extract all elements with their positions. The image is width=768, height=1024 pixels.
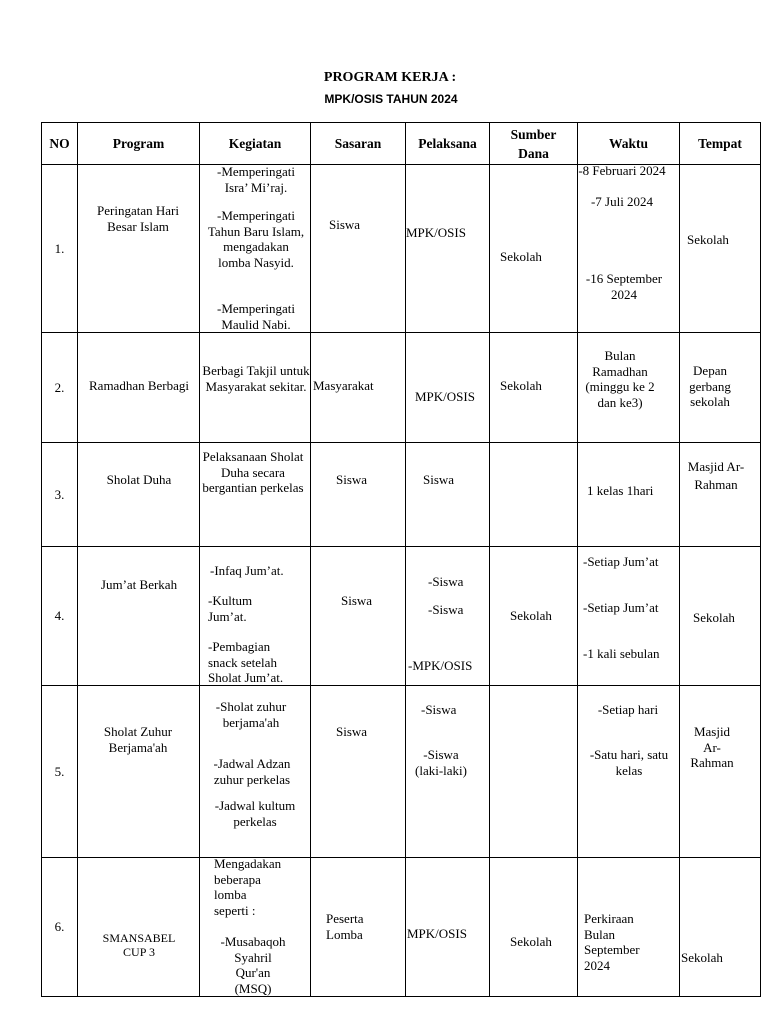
waktu-text: Perkiraan Bulan September 2024 <box>584 911 640 973</box>
row-program <box>78 547 200 686</box>
header-sumber-dana-text: Sumber Dana <box>510 126 557 161</box>
header-tempat: Tempat <box>680 123 761 165</box>
table-row <box>42 165 761 333</box>
kegiatan-item: -Memperingati Maulid Nabi. <box>217 301 295 332</box>
pelaksana-text: MPK/OSIS <box>406 225 466 240</box>
row-pelaksana <box>406 686 490 858</box>
waktu-item: -8 Februari 2024 <box>578 163 666 178</box>
waktu-item: -7 Juli 2024 <box>590 194 654 209</box>
row-tempat <box>680 547 761 686</box>
tempat-text: Sekolah <box>687 232 729 247</box>
sasaran-text: Siswa <box>341 593 373 608</box>
row-pelaksana <box>406 858 490 997</box>
tempat-text: Sekolah <box>693 610 735 625</box>
row-tempat <box>680 443 761 547</box>
row-sumber-dana <box>490 686 578 858</box>
row-kegiatan <box>200 333 311 443</box>
program-text: Sholat Duha <box>106 472 172 487</box>
pelaksana-item: -MPK/OSIS <box>408 658 473 673</box>
waktu-item: -Satu hari, satu kelas <box>589 747 669 778</box>
row-kegiatan <box>200 165 311 333</box>
sumber-dana-text: Sekolah <box>500 249 542 264</box>
row-pelaksana <box>406 165 490 333</box>
row-program <box>78 333 200 443</box>
row-pelaksana <box>406 443 490 547</box>
kegiatan-item: -Jadwal kultum perkelas <box>214 798 296 829</box>
table-row <box>42 443 761 547</box>
row-kegiatan <box>200 547 311 686</box>
kegiatan-item: -Jadwal Adzan zuhur perkelas <box>213 756 291 787</box>
row-waktu <box>578 686 680 858</box>
row-kegiatan <box>200 443 311 547</box>
header-pelaksana: Pelaksana <box>406 123 490 165</box>
program-text: Peringatan Hari Besar Islam <box>97 203 179 234</box>
sasaran-text: Siswa <box>329 217 361 232</box>
program-text: Sholat Zuhur Berjama'ah <box>103 724 173 755</box>
pelaksana-text: MPK/OSIS <box>407 926 467 941</box>
row-sumber-dana <box>490 333 578 443</box>
tempat-text: Sekolah <box>681 950 723 965</box>
waktu-item: -1 kali sebulan <box>583 646 660 661</box>
row-program <box>78 165 200 333</box>
row-program <box>78 443 200 547</box>
tempat-text: Masjid Ar-Rahman <box>690 724 734 770</box>
row-tempat <box>680 165 761 333</box>
sasaran-text: Siswa <box>336 472 368 487</box>
kegiatan-item: -Musabaqoh Syahril Qur'an (MSQ) <box>220 934 286 996</box>
row-pelaksana <box>406 547 490 686</box>
table-row <box>42 547 761 686</box>
row-sasaran <box>311 686 406 858</box>
kegiatan-item: -Kultum Jum’at. <box>208 593 253 624</box>
row-sumber-dana <box>490 547 578 686</box>
row-tempat <box>680 686 761 858</box>
row-no: 6. <box>42 858 78 997</box>
table-row <box>42 333 761 443</box>
tempat-text: Masjid Ar-Rahman <box>687 459 745 492</box>
page-subtitle: MPK/OSIS TAHUN 2024 <box>324 92 458 106</box>
row-kegiatan <box>200 686 311 858</box>
sumber-dana-text: Sekolah <box>500 378 542 393</box>
row-sasaran <box>311 858 406 997</box>
pelaksana-item: -Siswa <box>428 574 464 589</box>
header-program: Program <box>78 123 200 165</box>
kegiatan-item: -Infaq Jum’at. <box>210 563 284 578</box>
waktu-item: -Setiap hari <box>597 702 659 717</box>
header-sasaran: Sasaran <box>311 123 406 165</box>
row-pelaksana <box>406 333 490 443</box>
row-waktu <box>578 858 680 997</box>
header-row <box>42 123 761 165</box>
row-no: 4. <box>42 547 78 686</box>
pelaksana-text: MPK/OSIS <box>415 389 475 404</box>
row-sasaran <box>311 165 406 333</box>
row-waktu <box>578 165 680 333</box>
header-sumber-dana <box>490 123 578 165</box>
row-sasaran <box>311 443 406 547</box>
program-text: Ramadhan Berbagi <box>89 378 189 393</box>
row-tempat <box>680 858 761 997</box>
row-program <box>78 686 200 858</box>
row-program <box>78 858 200 997</box>
kegiatan-text: Berbagi Takjil untuk Masyarakat sekitar. <box>202 363 310 394</box>
row-waktu <box>578 443 680 547</box>
sumber-dana-text: Sekolah <box>510 934 552 949</box>
row-sumber-dana <box>490 443 578 547</box>
header-no: NO <box>42 123 78 165</box>
sasaran-text: Peserta Lomba <box>326 911 364 942</box>
row-tempat <box>680 333 761 443</box>
kegiatan-item: -Memperingati Isra’ Mi’raj. <box>217 164 295 195</box>
waktu-text: 1 kelas 1hari <box>587 483 654 498</box>
pelaksana-item: -Siswa <box>421 702 457 717</box>
tempat-text: Depan gerbang sekolah <box>689 363 731 409</box>
kegiatan-item: -Sholat zuhur berjama'ah <box>215 699 287 730</box>
sumber-dana-text: Sekolah <box>510 608 552 623</box>
sasaran-text: Masyarakat <box>313 378 374 393</box>
page-title: PROGRAM KERJA : <box>323 70 457 85</box>
waktu-item: -Setiap Jum’at <box>583 554 659 569</box>
kegiatan-item: Mengadakan beberapa lomba seperti : <box>214 856 282 918</box>
table-row <box>42 686 761 858</box>
row-sasaran <box>311 547 406 686</box>
row-no: 2. <box>42 333 78 443</box>
row-no: 3. <box>42 443 78 547</box>
header-waktu: Waktu <box>578 123 680 165</box>
program-table <box>41 122 761 997</box>
kegiatan-item: -Memperingati Tahun Baru Islam, mengadakan lomba Nasyid. <box>207 208 305 270</box>
row-sasaran <box>311 333 406 443</box>
kegiatan-text: Pelaksanaan Sholat Duha secara bergantian perkelas <box>202 449 304 495</box>
pelaksana-text: Siswa <box>423 472 455 487</box>
kegiatan-item: -Pembagian snack setelah Sholat Jum’at. <box>208 639 284 685</box>
sasaran-text: Siswa <box>336 724 368 739</box>
row-sumber-dana <box>490 858 578 997</box>
row-sumber-dana <box>490 165 578 333</box>
waktu-item: -16 September 2024 <box>585 271 663 302</box>
pelaksana-item: -Siswa (laki-laki) <box>415 747 467 778</box>
row-waktu <box>578 547 680 686</box>
row-kegiatan <box>200 858 311 997</box>
table-row <box>42 858 761 997</box>
program-text: Jum’at Berkah <box>100 577 178 592</box>
header-kegiatan: Kegiatan <box>200 123 311 165</box>
row-no: 5. <box>42 686 78 858</box>
row-waktu <box>578 333 680 443</box>
waktu-text: Bulan Ramadhan (minggu ke 2 dan ke3) <box>585 348 655 410</box>
program-text: SMANSABEL CUP 3 <box>102 931 176 959</box>
waktu-item: -Setiap Jum’at <box>583 600 659 615</box>
row-no: 1. <box>42 165 78 333</box>
pelaksana-item: -Siswa <box>428 602 464 617</box>
